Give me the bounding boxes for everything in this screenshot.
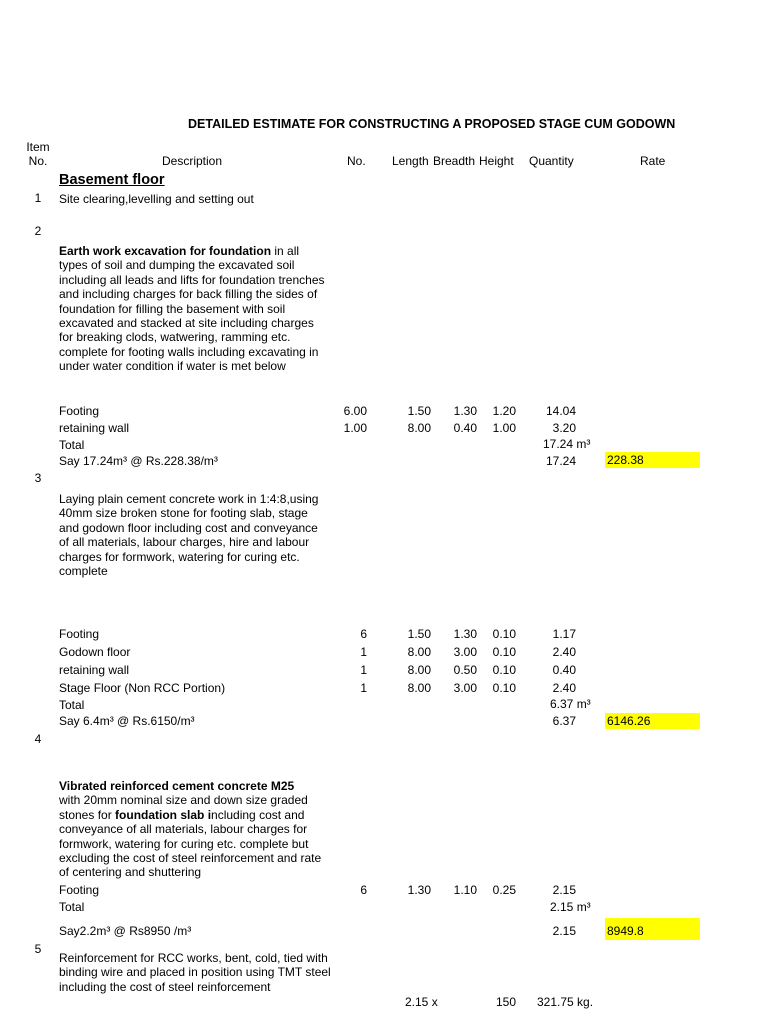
row-height: 1.00 bbox=[492, 421, 516, 435]
row-count: 6 bbox=[360, 883, 367, 897]
header-rate: Rate bbox=[640, 154, 666, 168]
item-description-bold: foundation slab i bbox=[115, 807, 212, 822]
item-description: Reinforcement for RCC works, bent, cold, tied with binding wire and placed in position using TMT steel including the cost of steel reinforcement bbox=[59, 951, 331, 994]
item-number: 5 bbox=[34, 942, 42, 956]
header-no: No. bbox=[28, 154, 48, 168]
item-number: 4 bbox=[34, 732, 42, 746]
row-count: 6 bbox=[360, 627, 367, 641]
item-description-bold: Earth work excavation for foundation bbox=[59, 244, 272, 258]
row-length: 8.00 bbox=[407, 681, 431, 695]
sheet-title: DETAILED ESTIMATE FOR CONSTRUCTING A PROPOSED STAGE CUM GODOWN bbox=[188, 117, 676, 131]
row-height: 0.10 bbox=[492, 645, 516, 659]
say-quantity: 17.24 bbox=[545, 454, 576, 468]
row-height: 0.10 bbox=[492, 681, 516, 695]
item-number: 2 bbox=[34, 224, 42, 238]
row-label: Footing bbox=[59, 627, 100, 641]
row-breadth: 3.00 bbox=[453, 681, 477, 695]
total-quantity: 17.24 m³ bbox=[543, 437, 591, 451]
row-label: Godown floor bbox=[59, 645, 131, 659]
row-quantity: 14.04 bbox=[545, 404, 576, 418]
rate-cell: 8949.8 bbox=[605, 918, 700, 940]
row-quantity: 3.20 bbox=[552, 421, 576, 435]
item-description: Laying plain cement concrete work in 1:4:8,using 40mm size broken stone for footing slab, stage and godown floor including cost and conveyance of all materials, labour charges, hire and labour charges for formwork, watering for curing etc. complete bbox=[59, 492, 319, 579]
rate-cell: 6146.26 bbox=[605, 713, 700, 729]
row-count: 1 bbox=[360, 663, 367, 677]
row-breadth: 1.10 bbox=[453, 883, 477, 897]
row-quantity: 2.40 bbox=[552, 645, 576, 659]
total-quantity: 2.15 m³ bbox=[550, 900, 591, 914]
header-item: Item bbox=[26, 140, 50, 154]
row-count: 1.00 bbox=[343, 421, 367, 435]
item-description bbox=[59, 244, 331, 374]
section-heading: Basement floor bbox=[59, 172, 165, 188]
row-height: 0.10 bbox=[492, 627, 516, 641]
item-description-bold: Vibrated reinforced cement concrete M25 bbox=[59, 779, 295, 793]
row-length: 1.50 bbox=[407, 627, 431, 641]
item-description: Site clearing,levelling and setting out bbox=[59, 192, 254, 206]
item-description-text: ncluding cost and conveyance of all materials, labour charges for formwork, watering for curing etc. complete but excluding the cost of steel reinforcement and rate of centering and shuttering bbox=[59, 807, 322, 880]
row-count: 1 bbox=[360, 645, 367, 659]
header-height: Height bbox=[479, 154, 514, 168]
row-length: 8.00 bbox=[407, 645, 431, 659]
say-quantity: 2.15 bbox=[552, 924, 576, 938]
item-description-text: with 20mm nominal size and down size graded stones for bbox=[59, 793, 308, 822]
row-breadth: 1.30 bbox=[453, 404, 477, 418]
row-count: 1 bbox=[360, 681, 367, 695]
header-description: Description bbox=[162, 154, 223, 168]
header-item-no bbox=[22, 140, 54, 168]
header-breadth: Breadth bbox=[433, 154, 476, 168]
row-length: 2.15 x bbox=[405, 995, 438, 1009]
header-count: No. bbox=[347, 154, 366, 168]
row-quantity: 321.75 kg. bbox=[537, 995, 594, 1009]
row-quantity: 1.17 bbox=[552, 627, 576, 641]
row-length: 8.00 bbox=[407, 421, 431, 435]
say-quantity: 6.37 bbox=[552, 714, 576, 728]
row-quantity: 0.40 bbox=[552, 663, 576, 677]
rate-cell: 228.38 bbox=[605, 452, 700, 468]
total-label: Total bbox=[59, 438, 85, 452]
total-quantity: 6.37 m³ bbox=[550, 697, 591, 711]
total-label: Total bbox=[59, 698, 85, 712]
item-number: 3 bbox=[34, 471, 42, 485]
row-breadth: 3.00 bbox=[453, 645, 477, 659]
total-label: Total bbox=[59, 900, 85, 914]
item-number: 1 bbox=[34, 191, 42, 205]
item-description-text: in all types of soil and dumping the excavated soil including all leads and lifts for foundation trenches and including charges for back filling the sides of foundation for filling the basement with soil excavated and stacked at site including charges for breaking clods, watwering, ramming etc. complete for footing walls including excavating in under water condition if water is met below bbox=[59, 244, 325, 374]
row-height: 1.20 bbox=[492, 404, 516, 418]
say-label: Say 6.4m³ @ Rs.6150/m³ bbox=[59, 714, 195, 728]
row-length: 1.50 bbox=[407, 404, 431, 418]
row-breadth: 0.40 bbox=[453, 421, 477, 435]
row-label: retaining wall bbox=[59, 663, 130, 677]
row-quantity: 2.15 bbox=[552, 883, 576, 897]
row-length: 8.00 bbox=[407, 663, 431, 677]
say-label: Say2.2m³ @ Rs8950 /m³ bbox=[59, 924, 192, 938]
header-length: Length bbox=[392, 154, 429, 168]
row-height: 0.10 bbox=[492, 663, 516, 677]
row-length: 1.30 bbox=[407, 883, 431, 897]
row-label: Stage Floor (Non RCC Portion) bbox=[59, 681, 226, 695]
header-quantity: Quantity bbox=[529, 154, 574, 168]
row-label: Footing bbox=[59, 883, 100, 897]
say-label: Say 17.24m³ @ Rs.228.38/m³ bbox=[59, 454, 218, 468]
row-breadth: 1.30 bbox=[453, 627, 477, 641]
row-height: 0.25 bbox=[492, 883, 516, 897]
row-label: Footing bbox=[59, 404, 100, 418]
item-description bbox=[59, 779, 331, 880]
row-breadth: 0.50 bbox=[453, 663, 477, 677]
row-height: 150 bbox=[495, 995, 516, 1009]
row-count: 6.00 bbox=[343, 404, 367, 418]
row-label: retaining wall bbox=[59, 421, 130, 435]
row-quantity: 2.40 bbox=[552, 681, 576, 695]
